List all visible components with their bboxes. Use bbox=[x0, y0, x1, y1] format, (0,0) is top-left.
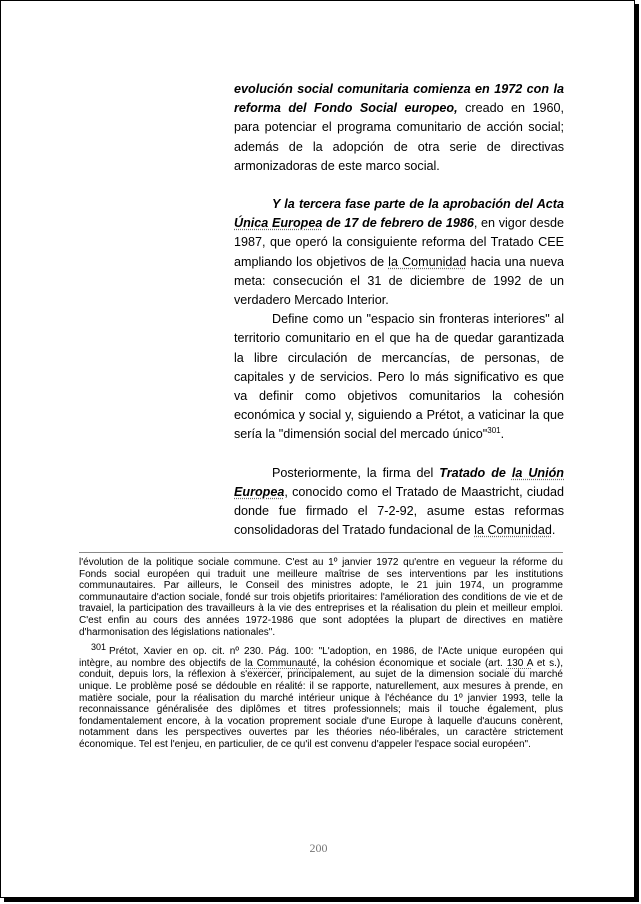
paragraph-2 bbox=[234, 195, 564, 310]
paragraph-4-text: , conocido como el Tratado de Maastricht, ciudad donde fue firmado el 7-2-92, asume estas reformas consolidadoras del Tratado fundacional de bbox=[234, 484, 564, 538]
paragraph-2-link[interactable]: la Comunidad bbox=[388, 254, 467, 269]
footnote-text-c: et s.), conduit, depuis lors, la réflexion à s'exercer, principalement, au sujet de la dimension sociale du marché unique. Le problème posé se dédouble en réalité: il se rapporte, naturellement, aux mesures à prende, en matière sociale, pour la réalisation du marché intérieur unique à l'échéance du 1º janvier 1993, telle la reconnaissance généralisée des diplômes et titres professionnels; mais il touche également, plus fondamentalement encore, à la vocation proprement sociale d'une Europe à laquelle d'aucuns conèrent, notamment dans les perspectives ouvertes par les théories néo-libérales, un caractère strictement économique. Tel est l'enjeu, en particulier, de ce qu'il est convenu d'appeler l'espace social européen". bbox=[79, 657, 564, 750]
paragraph-2-bold-b: Única Europea bbox=[234, 216, 323, 231]
main-text-column bbox=[234, 80, 564, 540]
paragraph-1-text: creado en 1960, para potenciar el programa comunitario de acción social; además de la adopción de otra serie de directivas armonizadoras de este marco social. bbox=[234, 101, 564, 173]
footnote-text-a: Prétot, Xavier en op. cit. nº 230. Pág. 100: "L'adoption, en 1986, de l'Acte unique européen qui intègre, au nombre des objectifs de bbox=[79, 646, 563, 669]
footnote-separator bbox=[79, 552, 563, 553]
paragraph-1-bold: evolución social comunitaria comienza en 1972 con la reforma del Fondo Social europeo, bbox=[234, 82, 564, 116]
page-number: 200 bbox=[309, 841, 328, 855]
paragraph-4-start: Posteriormente, la firma del bbox=[272, 465, 440, 480]
paragraph-2-text-a: , en vigor desde 1987, que operó la consiguiente reforma del Tratado CEE ampliando los objetivos de bbox=[234, 216, 564, 269]
footnote-301 bbox=[79, 641, 564, 750]
paragraph-4-bold-link[interactable]: la Unión Europea bbox=[234, 465, 564, 499]
footnote-continuation: l'évolution de la politique sociale commune. C'est au 1º janvier 1972 qu'entre en vegueur la réforme du Fonds social européen qui traduit une meilleure maîtrise de ses interventions par les institutions communautaires. Par ailleurs, le Conseil des ministres adopte, le 21 juin 1974, un programme communautaire d'action sociale, fondé sur trois objetifs prioritaires: l'amélioration des conditions de vie et de travaiel, la participation des travailleurs à la vie des entreprises et la réalisation du plein et meilleur emploi. C'est enfin au cours des années 1972-1986 que sont adoptées la plupart de directives en matière d'harmonisation des législations nationales". bbox=[79, 557, 563, 638]
footnote-number: 301 bbox=[91, 641, 107, 652]
footnote-text-b: , la cohésion économique et sociale (art. bbox=[316, 657, 507, 669]
footnote-link-article[interactable]: 130 A bbox=[506, 657, 533, 669]
paragraph-3-end: . bbox=[500, 427, 505, 442]
paragraph-3 bbox=[234, 310, 564, 444]
paragraph-4 bbox=[234, 464, 564, 541]
paragraph-2-bold-a: Y la tercera fase parte de la aprobación del Acta bbox=[272, 197, 564, 212]
paragraph-3-text: Define como un "espacio sin fronteras interiores" al territorio comunitario en el que ha de quedar garantizada la libre circulación de mercancías, de personas, de capitales y de servicios. Pero lo más significativo es que va definir como objetivos comunitarios la cohesión económica y social y, siguiendo a Prétot, a vaticinar la que sería la "dimensión social del mercado único" bbox=[234, 312, 564, 442]
footnote-link-communaute[interactable]: la Communauté bbox=[244, 657, 317, 669]
paragraph-4-link[interactable]: la Comunidad bbox=[474, 523, 552, 538]
footnote-ref-301[interactable]: 301 bbox=[487, 426, 501, 436]
footnotes-area bbox=[79, 557, 563, 751]
paragraph-4-bold: Tratado de bbox=[439, 465, 512, 480]
paragraph-2-bold-c: de 17 de febrero de 1986 bbox=[322, 216, 474, 231]
paragraph-1 bbox=[234, 80, 564, 176]
paragraph-2-text-b: hacia una nueva meta: consecución el 31 de diciembre de 1992 de un verdadero Mercado Interior. bbox=[234, 254, 564, 308]
paragraph-4-end: . bbox=[551, 523, 556, 538]
